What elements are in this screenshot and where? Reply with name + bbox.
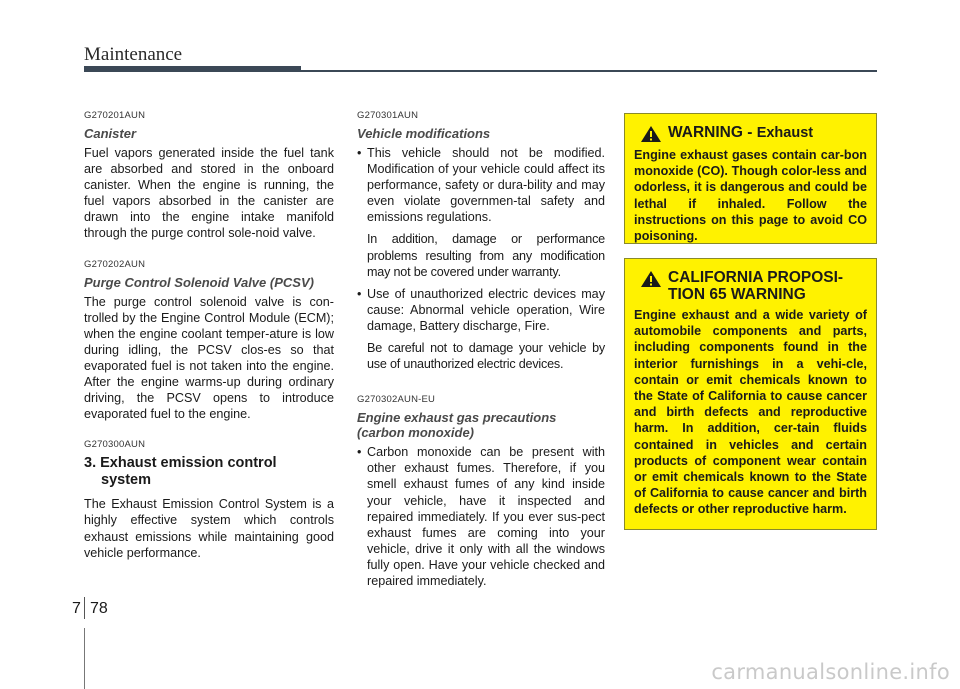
section-subheading: Canister: [84, 126, 137, 141]
section-subheading: Vehicle modifications: [357, 126, 491, 141]
footer-rule: [84, 628, 85, 689]
heading-line-2: system: [101, 472, 151, 489]
bullet-continuation: In addition, damage or performance problems resulting from any modification may not be covered under warranty.: [367, 232, 605, 279]
bullet-continuation: Be careful not to damage your vehicle by use of unauthorized electric devices.: [367, 341, 605, 372]
section-heading: [84, 455, 334, 489]
section-body: The Exhaust Emission Control System is a highly effective system which controls exhaust emissions while maintaining good vehicle performance.: [84, 497, 334, 560]
middle-column: [357, 110, 605, 606]
prop65-warning-box: [624, 258, 877, 530]
warning-triangle-icon: [640, 270, 662, 288]
warning-title: [634, 269, 867, 303]
warning-title-text: [668, 124, 813, 142]
bullet-item: • Carbon monoxide can be present with other exhaust fumes. Therefore, if you smell exhaust fumes of any kind inside your vehicle, have it inspected and repaired immediately. If you ever sus-pect exhaust fumes are coming into your vehicle, drive it only with all the windows fully open. Have your vehicle checked and repaired immediately.: [357, 444, 605, 589]
warning-body: Engine exhaust gases contain car-bon monoxide (CO). Though color-less and odorless, it is dangerous and could be lethal if inhaled. Follow the instructions on this page to avoid CO poisoning.: [634, 148, 867, 244]
section-code: G270301AUN: [357, 110, 419, 121]
heading-line-1: 3. Exhaust emission control: [84, 455, 277, 472]
section-body: The purge control solenoid valve is con-trolled by the Engine Control Module (ECM); when the engine coolant temper-ature is low during idling, the PCSV clos-es so that evaporated fuel is not taken into the engine. After the engine warms-up during ordinary driving, the PCSV opens to introduce evaporated fuel to the engine.: [84, 294, 334, 422]
left-column: [84, 110, 334, 578]
warning-title-line-2: TION 65 WARNING: [668, 286, 806, 303]
subheading-line-1: Engine exhaust gas precautions: [357, 410, 557, 426]
warning-title-sub: Exhaust: [756, 125, 814, 141]
bullet-item: • This vehicle should not be modified. Modification of your vehicle could affect its performance, safety or dura-bility and may even violate governmen-tal safety and emissions regulations.: [357, 145, 605, 225]
subheading-line-2: (carbon monoxide): [357, 425, 475, 441]
warning-title-line-1: CALIFORNIA PROPOSI-: [668, 269, 844, 286]
section-code: G270201AUN: [84, 110, 146, 121]
warning-title-text: [668, 269, 843, 303]
page-number-divider: [84, 597, 85, 619]
section-subheading: Purge Control Solenoid Valve (PCSV): [84, 274, 314, 290]
pcsv-section: [84, 259, 334, 423]
header-rule-thick: [84, 66, 301, 72]
exhaust-system-section: [84, 439, 334, 560]
page-number: 78: [90, 600, 108, 617]
section-code: G270302AUN-EU: [357, 394, 436, 406]
section-subheading: [357, 410, 605, 440]
header-rule-thin: [301, 70, 877, 72]
section-title: Maintenance: [84, 44, 183, 65]
bullet-item: • Use of unauthorized electric devices may cause: Abnormal vehicle operation, Wire damage, Battery discharge, Fire.: [357, 286, 605, 334]
section-code: G270202AUN: [84, 258, 146, 270]
section-body: Fuel vapors generated inside the fuel tank are absorbed and stored in the onboard canister. When the engine is running, the fuel vapors absorbed in the canister are drawn into the engine intake manifold through the purge control sole-noid valve.: [84, 146, 334, 241]
warning-body: Engine exhaust and a wide variety of automobile components and parts, including components found in the interior furnishings in a vehi-cle, contain or emit chemicals known to the State of California to cause cancer and birth defects and reproductive harm. In addition, cer-tain fluids contained in vehicles and certain products of component wear contain or emit chemicals known to the State of California to cause cancer and birth defects or other reproductive harm.: [634, 308, 867, 517]
watermark: carmanualsonline.info: [711, 660, 950, 684]
canister-section: [84, 110, 334, 242]
chapter-number: 7: [72, 600, 81, 617]
warning-title-main: WARNING -: [668, 124, 757, 141]
warning-title: [634, 124, 867, 143]
exhaust-gas-section: [357, 394, 605, 589]
section-code: G270300AUN: [84, 439, 146, 451]
warning-triangle-icon: [640, 125, 662, 143]
vehicle-modifications-section: [357, 110, 605, 372]
exhaust-warning-box: [624, 113, 877, 244]
